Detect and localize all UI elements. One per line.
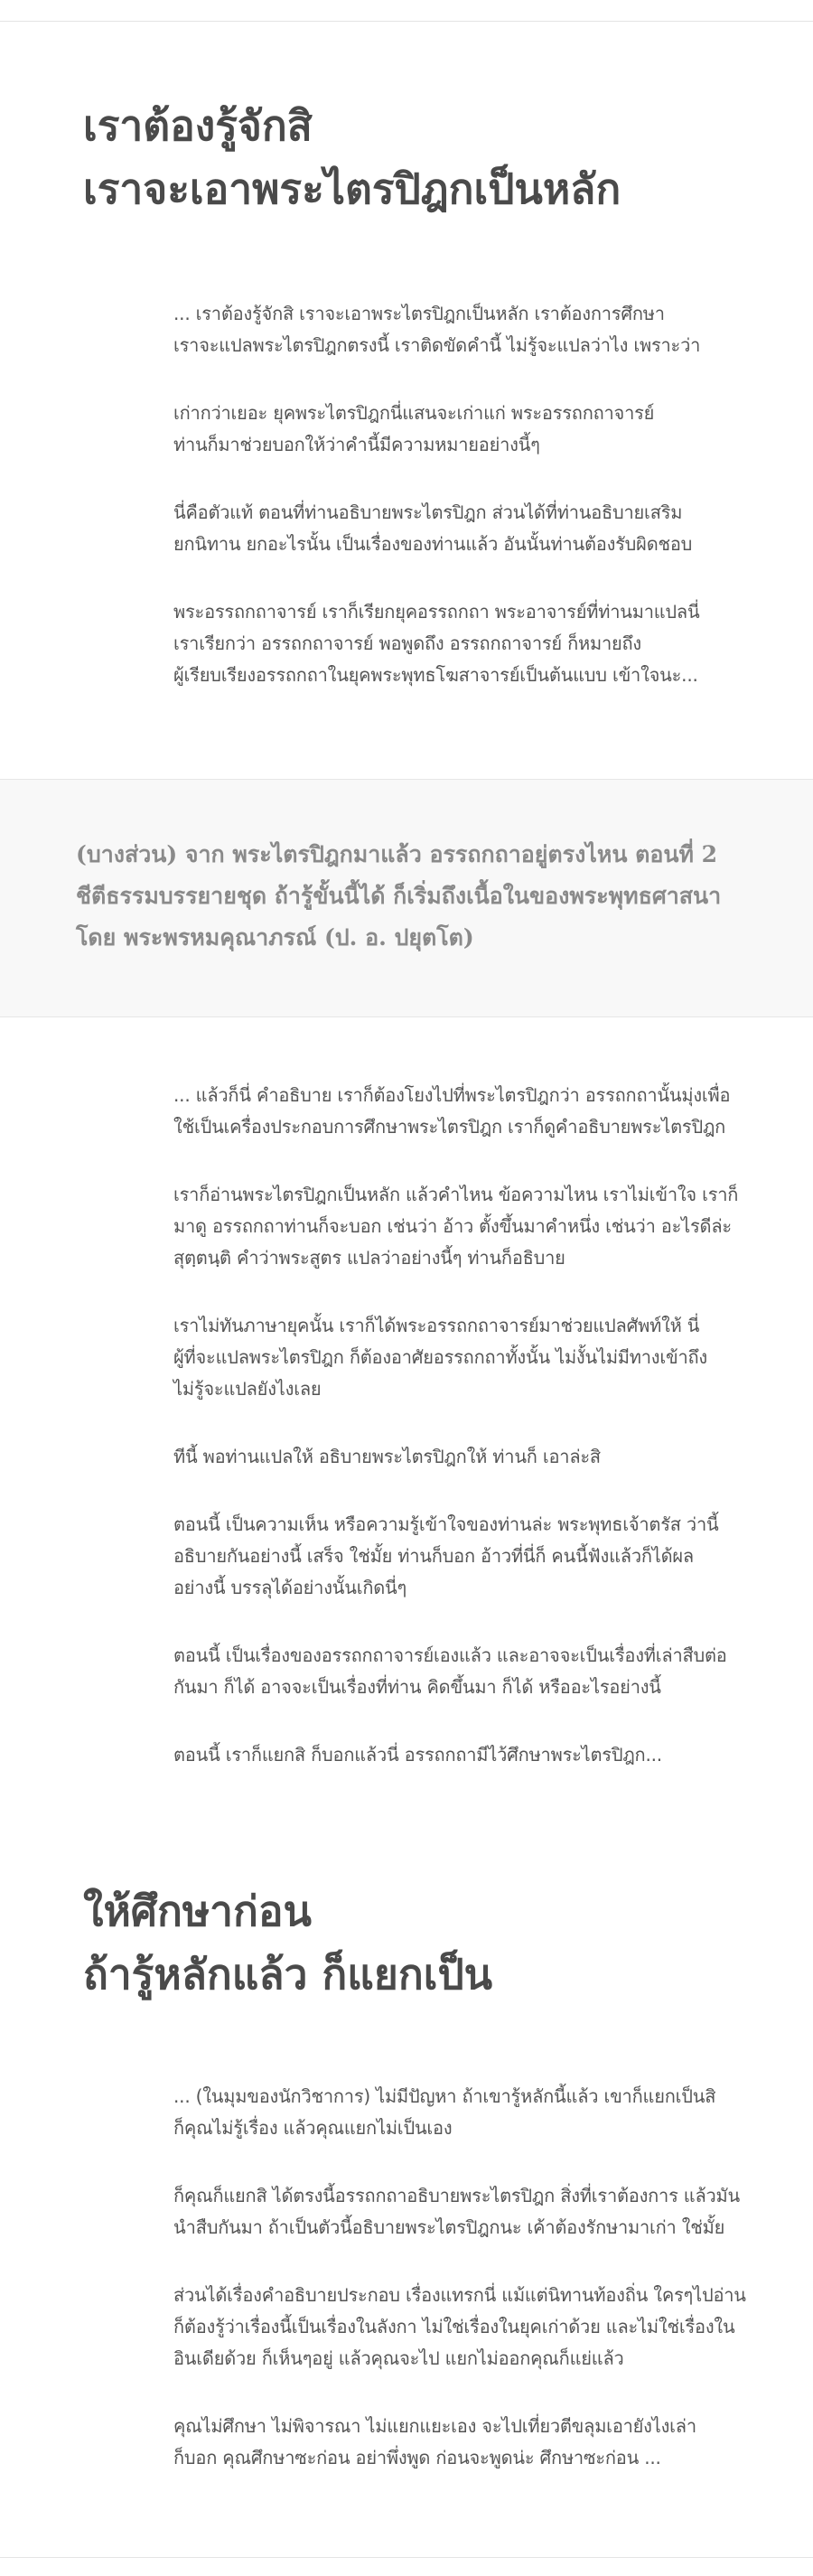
paragraph-line: ตอนนี้ เป็นความเห็น หรือความรู้เข้าใจของท่านล่ะ พระพุทธเจ้าตรัส ว่านี้ — [173, 1513, 719, 1535]
top-divider — [0, 21, 813, 22]
paragraph-line: คุณไม่ศึกษา ไม่พิจารณา ไม่แยกแยะเอง จะไปเที่ยวตีขลุมเอายังไงเล่า — [173, 2415, 696, 2437]
paragraph-line: ก็คุณก็แยกสิ ได้ตรงนี้อรรถกถาอธิบายพระไตรปิฎก สิ่งที่เราต้องการ แล้วมัน — [173, 2185, 741, 2206]
paragraph-line: ไม่รู้จะแปลยังไงเลย — [173, 1378, 322, 1400]
paragraph-line: ... (ในมุมของนักวิชาการ) ไม่มีปัญหา ถ้าเขารู้หลักนี้แล้ว เขาก็แยกเป็นสิ — [173, 2085, 716, 2107]
paragraph — [173, 1640, 752, 1703]
paragraph-line: ก็บอก คุณศึกษาซะก่อน อย่าพึ่งพูด ก่อนจะพูดน่ะ ศึกษาซะก่อน ... — [173, 2447, 661, 2468]
paragraph — [173, 497, 752, 560]
paragraph — [173, 1310, 752, 1405]
paragraph-line: ส่วนได้เรื่องคำอธิบายประกอบ เรื่องแทรกนี่ แม้แต่นิทานท้องถิ่น ใครๆไปอ่าน — [173, 2284, 746, 2306]
source-quote-line: โดย พระพรหมคุณาภรณ์ (ป. อ. ปยุตโต) — [76, 924, 474, 951]
paragraph — [173, 1509, 752, 1604]
paragraph-line: ก็ต้องรู้ว่าเรื่องนี้เป็นเรื่องในลังกา ไม่ใช่เรื่องในยุคเก่าด้วย และไม่ใช่เรื่องใน — [173, 2316, 735, 2337]
paragraph — [173, 2081, 752, 2144]
paragraph-line: อธิบายกันอย่างนี้ เสร็จ ใช่มั้ย ท่านก็บอก อ้าวที่นี่ก็ คนนี้ฟังแล้วก็ได้ผล — [173, 1545, 694, 1567]
paragraph-line: มาดู อรรถกถาท่านก็จะบอก เช่นว่า อ้าว ตั้งขึ้นมาคำหนึ่ง เช่นว่า อะไรดีล่ะ — [173, 1215, 732, 1237]
paragraph-line: เก่ากว่าเยอะ ยุคพระไตรปิฎกนี่แสนจะเก่าแก่ พระอรรถกถาจารย์ — [173, 402, 655, 424]
paragraph-line: พระอรรถกถาจารย์ เราก็เรียกยุคอรรถกถา พระอาจารย์ที่ท่านมาแปลนี่ — [173, 601, 700, 623]
paragraph-line: อย่างนี้ บรรลุได้อย่างนั้นเกิดนี่ๆ — [173, 1577, 407, 1598]
paragraph-line: ผู้เรียบเรียงอรรถกถาในยุคพระพุทธโฆสาจารย์เป็นต้นแบบ เข้าใจนะ... — [173, 664, 698, 686]
section2-body — [173, 1080, 752, 1807]
paragraph-line: ... เราต้องรู้จักสิ เราจะเอาพระไตรปิฎกเป็นหลัก เราต้องการศึกษา — [173, 303, 665, 324]
paragraph — [173, 1739, 752, 1771]
paragraph-line: ใช้เป็นเครื่องประกอบการศึกษาพระไตรปิฎก เราก็ดูคำอธิบายพระไตรปิฎก — [173, 1116, 726, 1138]
paragraph-line: ก็คุณไม่รู้เรื่อง แล้วคุณแยกไม่เป็นเอง — [173, 2117, 453, 2139]
paragraph — [173, 2280, 752, 2375]
paragraph-line: เราจะแปลพระไตรปิฎกตรงนี้ เราติดขัดคำนี้ ไม่รู้จะแปลว่าไง เพราะว่า — [173, 334, 701, 356]
paragraph-line: อินเดียด้วย ก็เห็นๆอยู่ แล้วคุณจะไป แยกไม่ออกคุณก็แย่แล้ว — [173, 2347, 624, 2369]
section3-body — [173, 2081, 752, 2510]
source-quote-line: ชีตีธรรมบรรยายชุด ถ้ารู้ขั้นนี้ได้ ก็เริ่มถึงเนื้อในของพระพุทธศาสนา — [76, 883, 722, 909]
section3-heading-line1: ให้ศึกษาก่อน — [83, 1887, 312, 1935]
paragraph-line: เราเรียกว่า อรรถกถาจารย์ พอพูดถึง อรรถกถาจารย์ ก็หมายถึง — [173, 632, 641, 654]
section1-heading — [83, 94, 621, 220]
paragraph — [173, 1179, 752, 1274]
paragraph — [173, 398, 752, 461]
paragraph-line: ท่านก็มาช่วยบอกให้ว่าคำนี้มีความหมายอย่างนี้ๆ — [173, 434, 540, 455]
paragraph-line: นำสืบกันมา ถ้าเป็นตัวนี้อธิบายพระไตรปิฎกนะ เค้าต้องรักษามาเก่า ใช่มั้ย — [173, 2216, 725, 2238]
section1-heading-line1: เราต้องรู้จักสิ — [83, 101, 313, 150]
section1-heading-line2: เราจะเอาพระไตรปิฎกเป็นหลัก — [83, 164, 621, 213]
section3-heading-line2: ถ้ารู้หลักแล้ว ก็แยกเป็น — [83, 1950, 493, 1999]
paragraph-line: ผู้ที่จะแปลพระไตรปิฎก ก็ต้องอาศัยอรรถกถาทั้งนั้น ไม่งั้นไม่มีทางเข้าถึง — [173, 1346, 707, 1368]
section1-body — [173, 298, 752, 727]
paragraph-line: เราก็อ่านพระไตรปิฎกเป็นหลัก แล้วคำไหน ข้อความไหน เราไม่เข้าใจ เราก็ — [173, 1184, 739, 1205]
paragraph — [173, 298, 752, 361]
paragraph — [173, 1441, 752, 1473]
paragraph-line: ตอนนี้ เราก็แยกสิ ก็บอกแล้วนี่ อรรถกถามีไว้ศึกษาพระไตรปิฎก... — [173, 1744, 662, 1766]
paragraph — [173, 596, 752, 691]
paragraph — [173, 2180, 752, 2243]
source-quote — [76, 834, 744, 959]
paragraph — [173, 2411, 752, 2474]
paragraph-line: นี่คือตัวแท้ ตอนที่ท่านอธิบายพระไตรปิฎก ส่วนได้ที่ท่านอธิบายเสริม — [173, 501, 683, 523]
source-quote-band — [0, 779, 813, 1017]
paragraph-line: เราไม่ทันภาษายุคนั้น เราก็ได้พระอรรถกถาจารย์มาช่วยแปลศัพท์ให้ นี่ — [173, 1315, 700, 1336]
paragraph-line: ตอนนี้ เป็นเรื่องของอรรถกถาจารย์เองแล้ว และอาจจะเป็นเรื่องที่เล่าสืบต่อ — [173, 1644, 727, 1666]
section3-heading — [83, 1879, 492, 2006]
source-quote-line: (บางส่วน) จาก พระไตรปิฎกมาแล้ว อรรถกถาอยู่ตรงไหน ตอนที่ 2 — [76, 841, 718, 867]
paragraph-line: ทีนี้ พอท่านแปลให้ อธิบายพระไตรปิฎกให้ ท่านก็ เอาล่ะสิ — [173, 1446, 601, 1467]
paragraph-line: สุตฺตนฺติ คำว่าพระสูตร แปลว่าอย่างนี้ๆ ท่านก็อธิบาย — [173, 1247, 565, 1269]
paragraph — [173, 1080, 752, 1143]
bottom-divider — [0, 2557, 813, 2558]
paragraph-line: ... แล้วก็นี่ คำอธิบาย เราก็ต้องโยงไปที่พระไตรปิฎกว่า อรรถกถานั้นมุ่งเพื่อ — [173, 1084, 731, 1106]
paragraph-line: กันมา ก็ได้ อาจจะเป็นเรื่องที่ท่าน คิดขึ้นมา ก็ได้ หรืออะไรอย่างนี้ — [173, 1676, 661, 1698]
paragraph-line: ยกนิทาน ยกอะไรนั้น เป็นเรื่องของท่านแล้ว อันนั้นท่านต้องรับผิดชอบ — [173, 533, 693, 555]
